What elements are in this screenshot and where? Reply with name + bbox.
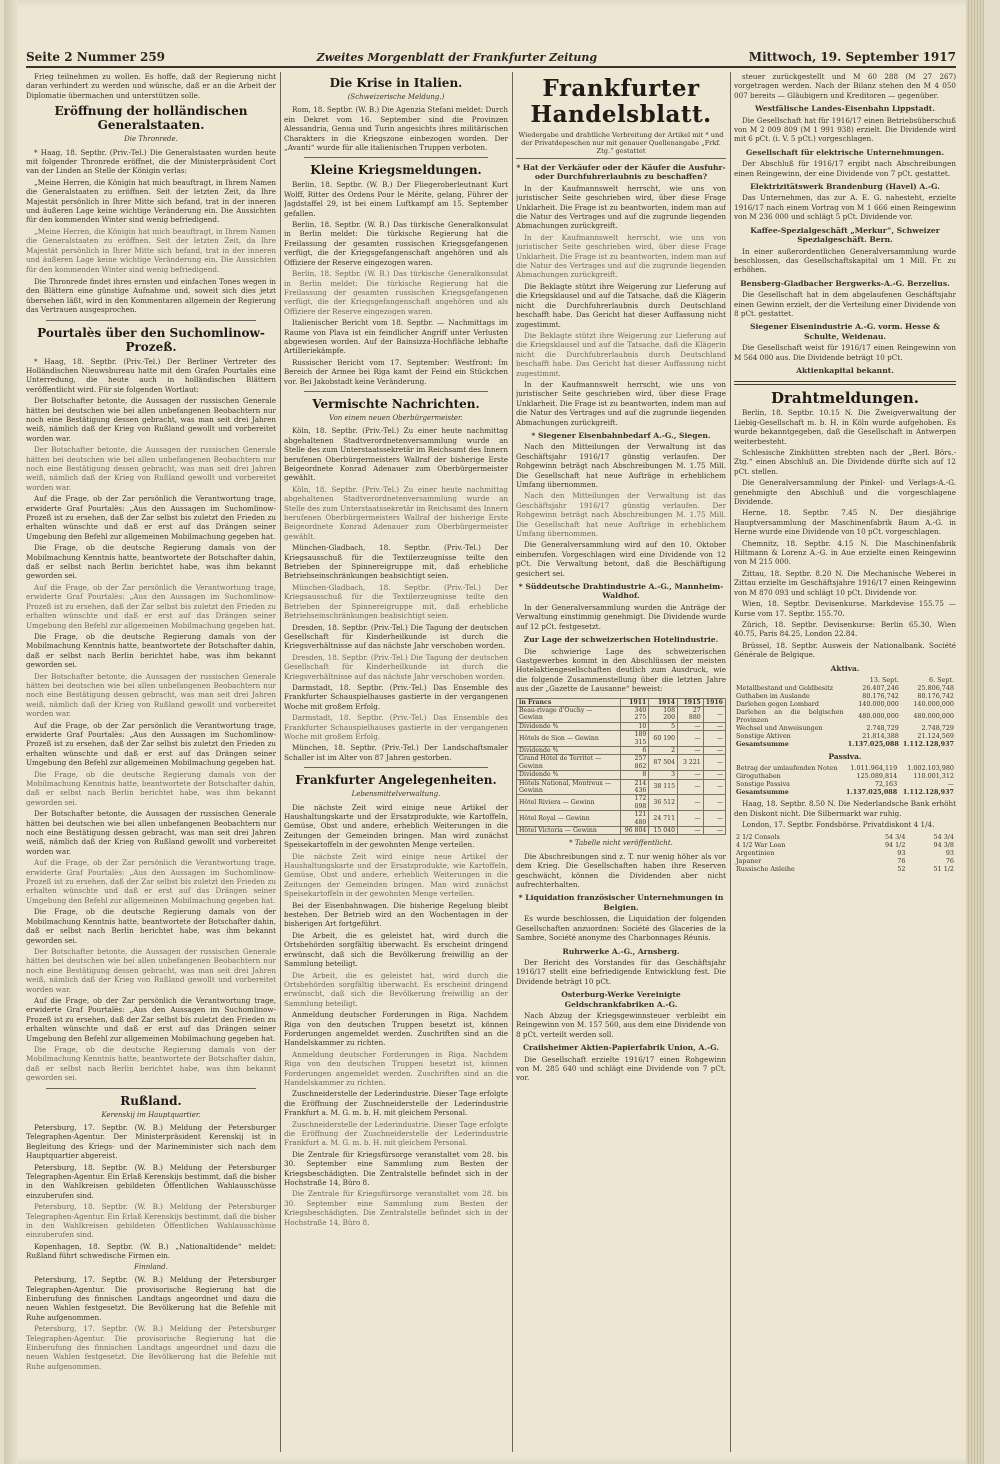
article-paragraph: Die Gesellschaft weist für 1916/17 einen Reingewinn von M 564 000 aus. Die Dividende beträgt 10 pCt. [734,343,956,362]
article-paragraph: Petersburg, 17. Septbr. (W. B.) Meldung der Petersburger Telegraphen-Agentur. Die provisorische Regierung hat die Einberufung des finnischen Landtags angeordnet und dazu die neuen Wahlen festgesetzt. Die Bevölkerung hat die Befehle mit Ruhe aufgenommen. [26,1275,276,1322]
table-row [517,706,726,722]
table-row [517,779,726,795]
table-row [517,722,726,730]
article-title: Elektrizitätswerk Brandenburg (Havel) A.-G. [750,182,940,192]
article-paragraph: Der Botschafter betonte, die Aussagen der russischen Generale hätten bei deutschen wie bei allen unbefangenen Beobachtern nur noch eine Bestätigung dessen gebracht, was man seit drei Jahren weiß, nämlich daß der Krieg von Rußland gewollt und vorbereitet worden war. [26,396,276,443]
article-paragraph: Die nächste Zeit wird einige neue Artikel der Haushaltungskarte und der Ersatzprodukte, wie Kartoffeln, Gemüse, Obst und andere, erheblich Weiterungen in die Zeitungen der Gemeinden bringen. Man wird zunächst Speisekartoffeln in der gewohnten Menge verteilen. [284,851,508,899]
table-cell: Darlehen gegen Lombard [736,699,819,708]
table-cell: Dividende % [517,771,621,779]
table-cell: Beau-rivage d'Ouchy — Gewinn [517,706,621,722]
article-paragraph: Bei der Eisenbahnwagen. Die bisherige Regelung bleibt bestehen. Der Betrieb wird an den Wochentagen in der bisherigen Art fortgeführt. [284,900,508,929]
table-cell: Hôtels National, Montreux — Gewinn [517,779,621,795]
table-cell: — [678,746,704,754]
market-quotes-table [734,833,956,873]
article-paragraph: Die schwierige Lage des schweizerischen Gastgewerbes kommt in den Abschlüssen der meisten Hotelaktiengesellschaften deutlich zum Ausdruck, wie die folgende Zusammenstellung über die letzten Jahre aus der „Gazette de Lausanne“ beweist: [516,646,726,694]
table-cell: 27 880 [678,706,704,722]
article-paragraph: Der Botschafter betonte, die Aussagen der russischen Generale hätten bei deutschen wie bei allen unbefangenen Beobachtern nur noch eine Bestätigung dessen gebracht, was man seit drei Jahren weiß, nämlich daß der Krieg von Rußland gewollt und vorbereitet worden war. [26,809,276,856]
article-paragraph: Die Generalversammlung wird auf den 10. Oktober einberufen. Vorgeschlagen wird eine Dividende von 12 pCt. Die Verwaltung betont, daß die Beschäftigung gesichert sei. [516,540,726,578]
dispatch: Chemnitz, 18. Septbr. 4.15 N. Die Maschinenfabrik Hiltmann & Lorenz A.-G. in Aue erzielte einen Reingewinn von M 215 000. [734,538,956,567]
article-paragraph: Petersburg, 18. Septbr. (W. B.) Meldung der Petersburger Telegraphen-Agentur. Ein Erlaß Kerenskijs bestimmt, daß die bisher in den Wahlkreisen gebildeten Öffentlichen Wahlausschüsse einzuberufen sind. [26,1162,276,1200]
table-row [517,755,726,771]
column-3 [516,72,726,1452]
table-row [734,708,956,724]
double-rule [734,381,956,385]
table-cell: 340 275 [620,706,649,722]
table-cell: 96 804 [620,827,649,835]
table-cell: 38 115 [649,779,678,795]
table-cell: 6 [620,746,649,754]
article-paragraph: Anmeldung deutscher Forderungen in Riga. Nachdem Riga von den deutschen Truppen besetzt ist, können Forderungen angemeldet werden. Zuschriften sind an die Handelskammer zu richten. [284,1010,508,1048]
masthead-title: Zweites Morgenblatt der Frankfurter Zeitung [316,51,598,64]
dispatch: Herne, 18. Septbr. 7.45 N. Der diesjährige Hauptversammlung der Maschinenfabrik Baum A.-G. in Herne wurde eine Dividende von 10 pCt. vorgeschlagen. [734,508,956,537]
table-cell: 1.137.025,088 [846,788,898,797]
article-paragraph: Es wurde beschlossen, die Liquidation der folgenden Gesellschaften anzuordnen: Société des Glaceries de la Sambre, Société anonyme des Charbonnages Réunis. [516,914,726,943]
hotel-results-table [516,698,726,836]
table-cell: 4 1/2 War Loan [736,840,786,849]
dispatch: Zürich, 18. Septbr. Devisenkurse: Berlin 65.30, Wien 40.75, Paris 84.25, London 22.84. [734,619,956,639]
balance-sheet-table [734,676,956,748]
table-cell: 5 [649,722,678,730]
article-title: Gesellschaft für elektrische Unternehmungen. [745,147,945,157]
table-cell: Sonstige Aktiven [736,731,791,740]
table-cell: 1.011.964,119 [850,764,898,773]
article-paragraph: In der Kaufmannswelt herrscht, wie uns von juristischer Seite geschrieben wird, über diese Frage Unklarheit. Die Frage ist zu beantworten, indem man auf die Natur des Vertrages und auf die zugrunde liegenden Abmachungen zurückgreift. [516,183,726,231]
subheadline: Finnland. [134,1262,168,1271]
article-paragraph: Die Frage, ob die deutsche Regierung damals von der Mobilmachung Kenntnis hatte, beantwortete der Botschafter dahin, daß er selbst nach Berlin berichtet habe, was ihm bekannt geworden sei. [26,631,276,670]
article-paragraph: Der Botschafter betonte, die Aussagen der russischen Generale hätten bei deutschen wie bei allen unbefangenen Beobachtern nur noch eine Bestätigung dessen gebracht, was man seit drei Jahren weiß, nämlich daß der Krieg von Rußland gewollt und vorbereitet worden war. [26,946,276,994]
article-title: Osterburg-Werke Vereinigte Geldschrankfabriken A.-G. [561,990,681,1009]
table-cell: Hôtel Victoria — Gewinn [517,827,621,835]
article-paragraph: Die Frage, ob die deutsche Regierung damals von der Mobilmachung Kenntnis hatte, beantwortete der Botschafter dahin, daß er selbst nach Berlin berichtet habe, was ihm bekannt geworden sei. [26,543,276,581]
column-rule [730,72,731,1452]
page-edge [966,0,984,1464]
article-paragraph: Petersburg, 18. Septbr. (W. B.) Meldung der Petersburger Telegraphen-Agentur. Ein Erlaß Kerenskijs bestimmt, daß die bisher in den Wahlkreisen gebildeten Öffentlichen Wahlausschüsse einzuberufen sind. [26,1202,276,1240]
table-cell: 108 200 [649,706,678,722]
table-cell: 94 3/8 [933,840,954,849]
table-row [517,795,726,811]
article-paragraph: „Meine Herren, die Königin hat mich beauftragt, in Ihrem Namen die Generalstaaten zu eröffnen. Seit der letzten Zeit, da Ihre Majestät persönlich in Ihrer Mitte sich befand, trat in der inneren und äußeren Lage keine wichtige Veränderung ein. Die Aussichten für den kommenden Winter sind wenig befriedigend. [26,177,276,225]
table-cell: 21.124,569 [917,731,954,740]
article-title: Siegener Eisenindustrie A.-G. vorm. Hesse & Schulte, Weidenau. [750,322,940,341]
table-cell: 3 [649,771,678,779]
article-title: * Siegener Eisenbahnbedarf A.-G., Siegen. [531,430,711,440]
table-cell: Metallbestand und Goldbesitz [736,683,834,692]
table-cell: 24 711 [649,811,678,827]
table-cell: — [678,827,704,835]
article-paragraph: Italienischer Bericht vom 18. Septbr. — Nachmittags im Raume von Plava ist ein feindlicher Angriff unter Verlusten abgewiesen worden. Auf der Bainsizza-Hochfläche lebhafte Artilleriekämpfe. [284,318,508,356]
table-row [734,841,956,849]
article-paragraph: Der Botschafter betonte, die Aussagen der russischen Generale hätten bei deutschen wie bei allen unbefangenen Beobachtern nur noch eine Bestätigung dessen gebracht, was man seit drei Jahren weiß, nämlich daß der Krieg von Rußland gewollt und vorbereitet worden war. [26,445,276,492]
reprint-notice: Wiedergabe und drahtliche Verbreitung der Artikel mit * und der Privatdepeschen nur mit genauer Quellenangabe „Frkf. Ztg.“ gestattet [516,131,726,159]
article-paragraph: Die Frage, ob die deutsche Regierung damals von der Mobilmachung Kenntnis hatte, beantwortete der Botschafter dahin, daß er selbst nach Berlin berichtet habe, was ihm bekannt geworden sei. [26,1044,276,1083]
article-paragraph: Die Zentrale für Kriegsfürsorge veranstaltet vom 28. bis 30. September eine Sammlung zum Besten der Kriegsbeschädigten. Die Zentralstelle befindet sich in der Hochstraße 14, Büro 8. [284,1149,508,1188]
table-cell: 80.176,742 [862,691,899,700]
article-paragraph: München, 18. Septbr. (Priv.-Tel.) Der Landschaftsmaler Schaller ist im Alter von 87 Jahren gestorben. [284,743,508,762]
article-paragraph: * Haag, 18. Septbr. (Priv.-Tel.) Der Berliner Vertreter des Holländischen Nieuwsbureau hatte mit dem Grafen Pourtalès eine Unterredung, die heute auch in holländischen Blättern veröffentlicht wird. Für sie folgenden Wortlaut: [26,356,276,394]
table-cell: Russische Anleihe [736,864,795,873]
article-paragraph: Die Beklagte stützt ihre Weigerung zur Lieferung auf die Kriegsklausel und auf die Tatsache, daß die Klägerin nicht die Durchfuhrerlaubnis durch Deutschland beschafft habe. Das Gericht hat dieser Auffassung nicht zugestimmt. [516,281,726,329]
article-paragraph: München-Gladbach, 18. Septbr. (Priv.-Tel.) Der Kriegsausschuß für die Textilerzeugnisse teilte den Betrieben der Spinnereigruppe mit, daß erhebliche Betriebseinschränkungen beabsichtigt seien. [284,543,508,581]
table-cell: — [703,779,725,795]
table-cell: 110.001,312 [913,772,954,781]
table-cell: 2.748,729 [921,723,954,732]
article-title: * Hat der Verkäufer oder der Käufer die Ausfuhr- oder Durchfuhrerlaubnis zu beschaffen? [516,163,726,182]
table-row [734,724,956,732]
article-paragraph: Zuschneiderstelle der Lederindustrie. Dieser Tage erfolgte die Eröffnung der Zuschneiderstelle der Lederindustrie Frankfurt a. M. G. m. b. H. mit gleichem Personal. [284,1119,508,1148]
table-cell: 189 315 [620,731,649,747]
table-cell: 1.137.025,088 [847,739,899,748]
table-row [734,740,956,748]
dispatch: Brüssel, 18. Septbr. Ausweis der Nationalbank. Société Générale de Belgique. [734,640,956,660]
article-paragraph: Die Beklagte stützt ihre Weigerung zur Lieferung auf die Kriegsklausel und auf die Tatsache, daß die Klägerin nicht die Durchfuhrerlaubnis durch Deutschland beschafft habe. Das Gericht hat dieser Auffassung nicht zugestimmt. [516,330,726,378]
article-title: Zur Lage der schweizerischen Hotelindustrie. [523,635,719,645]
article-paragraph: Darmstadt, 18. Septbr. (Priv.-Tel.) Das Ensemble des Frankfurter Schauspielhauses gastierte in der vergangenen Woche mit großem Erfolg. [284,713,508,741]
table-cell: — [703,706,725,722]
headline-pourtales: Pourtalès über den Suchomlinow-Prozeß. [37,325,265,354]
table-row [734,857,956,865]
article-paragraph: Die Frage, ob die deutsche Regierung damals von der Mobilmachung Kenntnis hatte, beantwortete der Botschafter dahin, daß er selbst nach Berlin berichtet habe, was ihm bekannt geworden sei. [26,769,276,807]
table-cell: Giroguthaben [736,772,781,781]
table-row [734,692,956,700]
table-cell: 2 1/2 Consols [736,832,780,841]
passiva-table [734,764,956,796]
table-cell: 2 [649,746,678,754]
table-cell: — [703,771,725,779]
table-row [734,865,956,873]
table-cell: — [678,771,704,779]
table-cell: 54 3/4 [884,832,906,841]
table-header-cell: 6. Sept. [929,675,954,684]
article-title: Kaffee-Spezialgeschäft „Merkur“, Schweizer Spezialgeschäft. Bern. [750,225,940,245]
article-paragraph: Auf die Frage, ob der Zar persönlich die Verantwortung trage, erwiderte Graf Pourtalès: „Aus den Aussagen im Suchomlinow-Prozeß ist zu ersehen, daß der Zar selbst bis zuletzt den Frieden zu erhalten wünschte und daß er erst auf das Drängen seiner Umgebung den Befehl zur allgemeinen Mobilmachung gegeben hat. [26,858,276,905]
dispatch: Wien, 18. Septbr. Devisenkurse. Markdevise 155.75 — Kurse vom 17. Septbr. 155.70. [734,599,956,618]
article-paragraph: Nach Abzug der Kriegsgewinnsteuer verbleibt ein Reingewinn von M. 157 560, aus dem eine Dividende von 8 pCt. verteilt werden soll. [516,1010,726,1039]
table-cell: — [678,779,704,795]
article-paragraph: Die nächste Zeit wird einige neue Artikel der Haushaltungskarte und der Ersatzprodukte, wie Kartoffeln, Gemüse, Obst und andere, erheblich Weiterungen in die Zeitungen der Gemeinden bringen. Man wird zunächst Speisekartoffeln in der gewohnten Menge verteilen. [284,802,508,850]
table-cell: 3 221 [678,755,704,771]
table-cell: — [678,795,704,811]
headline-krise-italien: Die Krise in Italien. [329,76,463,90]
table-cell: 76 [945,856,954,865]
article-paragraph: Frieg teilnehmen zu wollen. Es hoffe, daß der Regierung nicht daran verhindert zu werden und wünsche, daß er an die Arbeit der Diplomatie übermachen und unterstützen solle. [26,72,276,100]
article-paragraph: Der Abschluß für 1916/17 ergibt nach Abschreibungen einen Reingewinn, der eine Dividende von 7 pCt. gestattet. [734,159,956,178]
table-row [734,833,956,841]
table-header-row [517,698,726,706]
table-cell: 480.000,000 [913,711,954,720]
table-cell: — [703,827,725,835]
article-paragraph: Auf die Frage, ob der Zar persönlich die Verantwortung trage, erwiderte Graf Pourtalès: „Aus den Aussagen im Suchomlinow-Prozeß ist zu ersehen, daß der Zar selbst bis zuletzt den Frieden zu erhalten wünschte und daß er erst auf das Drängen seiner Umgebung den Befehl zur allgemeinen Mobilmachung gegeben hat. [26,494,276,541]
article-title: Westfälische Landes-Eisenbahn Lippstadt. [755,104,935,114]
article-paragraph: Berlin, 18. Septbr. (W. B.) Der Fliegeroberleutnant Kurt Wolff, Ritter des Ordens Pour le Mérite, gelang, Führer der Jagdstaffel 29, ist bei einem Luftkampf am 15. September gefallen. [284,180,508,218]
table-row [734,684,956,692]
table-cell: — [678,722,704,730]
article-paragraph: Nach den Mitteilungen der Verwaltung ist das Geschäftsjahr 1916/17 günstig verlaufen. Der Rohgewinn beträgt nach Abschreibungen M. 1.75 Mill. Die Gesellschaft hat neue Aufträge in erheblichem Umfang übernommen. [516,491,726,539]
table-cell: 10 [620,722,649,730]
table-cell: 87 504 [649,755,678,771]
table-cell: Hôtels de Sion — Gewinn [517,731,621,747]
article-paragraph: * Haag, 18. Septbr. (Priv.-Tel.) Die Generalstaaten wurden heute mit folgender Thronrede eröffnet, die der Ministerpräsident Cort van der Linden an Stelle der Königin verlas: [26,147,276,176]
article-paragraph: Auf die Frage, ob der Zar persönlich die Verantwortung trage, erwiderte Graf Pourtalès: „Aus den Aussagen im Suchomlinow-Prozeß ist zu ersehen, daß der Zar selbst bis zuletzt den Frieden zu erhalten wünschte und daß er erst auf das Drängen seiner Umgebung den Befehl zur allgemeinen Mobilmachung gegeben hat. [26,720,276,768]
table-cell: Gesamtsumme [736,739,789,748]
table-cell: Betrag der umlaufenden Noten [736,764,838,773]
dispatch: Schlesische Zinkhütten strebten nach der „Berl. Börs.-Ztg.“ einen Abschluß an. Die Dividende dürfte sich auf 12 pCt. stellen. [734,448,956,476]
article-paragraph: Die Zentrale für Kriegsfürsorge veranstaltet vom 28. bis 30. September eine Sammlung zum Besten der Kriegsbeschädigten. Die Zentralstelle befindet sich in der Hochstraße 14, Büro 8. [284,1189,508,1227]
article-title: Crailsheimer Aktien-Papierfabrik Union, A.-G. [523,1043,719,1053]
table-cell: 15 040 [649,827,678,835]
article-title: * Liquidation französischer Unternehmungen in Belgien. [518,893,724,912]
article-paragraph: Anmeldung deutscher Forderungen in Riga. Nachdem Riga von den deutschen Truppen besetzt ist, können Forderungen angemeldet werden. Zuschriften sind an die Handelskammer zu richten. [284,1049,508,1087]
article-paragraph: In einer außerordentlichen Generalversammlung wurde beschlossen, das Gesellschaftskapital um 1 Mill. Fr. zu erhöhen. [734,246,956,275]
table-cell: 21.814,388 [862,731,899,740]
table-cell: 60 190 [649,731,678,747]
table-cell: 93 [945,848,954,857]
dispatch: London, 17. Septbr. Fondsbörse. Privatdiskont 4 1/4. [742,820,935,830]
article-title: Ruhrwerke A.-G., Arnsberg. [562,946,680,956]
headline-handelsblatt: Frankfurter Handelsblatt. [530,75,712,128]
subheadline: (Schweizerische Meldung.) [347,93,445,101]
table-header-cell: in Francs [517,698,621,706]
subheadline: Kerenskij im Hauptquartier. [101,1110,201,1119]
table-row [517,771,726,779]
table-cell: 76 [897,856,906,865]
column-rule [280,72,281,1452]
table-cell: 51 1/2 [933,864,954,873]
table-cell: Hôtel Riviera — Gewinn [517,795,621,811]
headline-vermischte: Vermischte Nachrichten. [312,396,480,411]
balance-title: Aktiva. [830,663,860,673]
article-paragraph: Zuschneiderstelle der Lederindustrie. Dieser Tage erfolgte die Eröffnung der Zuschneiderstelle der Lederindustrie Frankfurt a. M. G. m. b. H. mit gleichem Personal. [284,1089,508,1118]
table-cell: — [703,795,725,811]
table-cell: 140.000,000 [913,699,954,708]
subheadline: Die Thronrede. [124,135,178,144]
table-row [517,746,726,754]
table-cell: 214 436 [620,779,649,795]
article-paragraph: Auf die Frage, ob der Zar persönlich die Verantwortung trage, erwiderte Graf Pourtalès: „Aus den Aussagen im Suchomlinow-Prozeß ist zu ersehen, daß der Zar selbst bis zuletzt den Frieden zu erhalten wünschte und daß er erst auf das Drängen seiner Umgebung den Befehl zur allgemeinen Mobilmachung gegeben hat. [26,582,276,630]
article-paragraph: Berlin, 18. Septbr. (W. B.) Das türkische Generalkonsulat in Berlin meldet: Die türkische Regierung hat die Freilassung der gesamten russischen Kriegsgefangenen verfügt, die der Kriegsgefangenschaft angehören und als Offiziere der Reserve eingezogen waren. [284,269,508,316]
article-paragraph: Die Arbeit, die es geleistet hat, wird durch die Ortsbehörden sorgfältig überwacht. Es erscheint dringend erwünscht, daß sich die Bevölkerung freiwillig an der Sammlung beteiligt. [284,970,508,1008]
table-cell: 26.407,246 [862,683,899,692]
table-row [517,827,726,835]
table-row [734,849,956,857]
article-paragraph: Die Thronrede findet ihres ernsten und einfachen Tones wegen in den Blättern eine günstige Aufnahme und, soweit sich dies jetzt übersehen läßt, wird in den Kommentaren allgemein der Regierung das Vertrauen ausgesprochen. [26,276,276,315]
table-cell: 1.112.128,937 [902,788,954,797]
article-paragraph: Dresden, 18. Septbr. (Priv.-Tel.) Die Tagung der deutschen Gesellschaft für Kinderheilkunde ist durch die Kriegsverhältnisse auf das nächste Jahr verschoben worden. [284,622,508,651]
article-paragraph: Darmstadt, 18. Septbr. (Priv.-Tel.) Das Ensemble des Frankfurter Schauspielhauses gastierte in der vergangenen Woche mit großem Erfolg. [284,682,508,711]
headline-kriegsmeldungen: Kleine Kriegsmeldungen. [310,163,482,178]
article-paragraph: Kopenhagen, 18. Septbr. (W. B.) „Nationaltidende“ meldet: Rußland führt schwedische Firmen ein. [26,1241,276,1261]
table-row [734,764,956,772]
table-row [734,732,956,740]
table-cell: — [703,746,725,754]
article-paragraph: Nach den Mitteilungen der Verwaltung ist das Geschäftsjahr 1916/17 günstig verlaufen. Der Rohgewinn beträgt nach Abschreibungen M. 1.75 Mill. Die Gesellschaft hat neue Aufträge in erheblichem Umfang übernommen. [516,442,726,489]
article-paragraph: Die Gesellschaft hat für 1916/17 einen Betriebsüberschuß von M 2 009 809 (M 1 991 938) erzielt. Die Dividende wird mit 6 pCt. (i. V. 5 pCt.) vorgeschlagen. [734,115,956,144]
table-cell: 25.806,748 [917,683,954,692]
article-paragraph: In der Generalversammlung wurden die Anträge der Verwaltung einstimmig genehmigt. Die Dividende wurde auf 12 pCt. festgesetzt. [516,602,726,631]
table-header-cell: 1911 [620,698,649,706]
table-cell: Hôtel Royal — Gewinn [517,811,621,827]
column-1 [26,72,276,1452]
dispatch: Zittau, 18. Septbr. 8.20 N. Die Mechanische Weberei in Zittau erzielte im Geschäftsjahre 1916/17 einen Reingewinn von M 870 093 und schlägt 10 pCt. Dividende vor. [734,568,956,597]
headline-drahtmeldungen: Drahtmeldungen. [770,389,920,408]
article-paragraph: Petersburg, 17. Septbr. (W. B.) Meldung der Petersburger Telegraphen-Agentur. Der Ministerpräsident Kerenskij ist in Begleitung des Kriegs- und der Marineminister sich nach dem Hauptquartier abgereist. [26,1123,276,1161]
article-paragraph: In der Kaufmannswelt herrscht, wie uns von juristischer Seite geschrieben wird, über diese Frage Unklarheit. Die Frage ist zu beantworten, indem man auf die Natur des Vertrages und auf die zugrunde liegenden Abmachungen zurückgreift. [516,379,726,427]
table-cell: 480.000,000 [858,711,899,720]
column-2 [284,72,508,1452]
subheadline: Von einem neuen Oberbürgermeister. [329,413,463,422]
headline-russland: Rußland. [120,1093,182,1108]
table-cell: — [703,755,725,771]
table-cell: 93 [897,848,906,857]
newspaper-page [4,0,984,1464]
column-4 [734,72,956,1452]
table-cell: Gesamtsumme [736,788,789,797]
divider [304,767,488,768]
table-footnote: * Tabelle nicht veröffentlicht. [569,839,673,848]
article-paragraph: Dresden, 18. Septbr. (Priv.-Tel.) Die Tagung der deutschen Gesellschaft für Kinderheilkunde ist durch die Kriegsverhältnisse auf das nächste Jahr verschoben worden. [284,652,508,681]
table-cell: — [947,780,954,789]
subheadline: Lebensmittelverwaltung. [351,790,441,799]
table-cell: 140.000,000 [858,699,899,708]
article-paragraph: In der Kaufmannswelt herrscht, wie uns von juristischer Seite geschrieben wird, über diese Frage Unklarheit. Die Frage ist zu beantworten, indem man auf die Natur des Vertrages und auf die zugrunde liegenden Abmachungen zurückgreift. [516,232,726,280]
table-cell: 257 862 [620,755,649,771]
table-cell: Wechsel und Anweisungen [736,723,823,732]
headline-frankfurter-angelegenheiten: Frankfurter Angelegenheiten. [295,773,497,788]
table-cell: — [703,811,725,827]
article-paragraph: Der Botschafter betonte, die Aussagen der russischen Generale hätten bei deutschen wie bei allen unbefangenen Beobachtern nur noch eine Bestätigung dessen gebracht, was man seit drei Jahren weiß, nämlich daß der Krieg von Rußland gewollt und vorbereitet worden war. [26,671,276,719]
article-title: Bensberg-Gladbacher Bergwerks-A.-G. Berzelius. [740,278,950,288]
table-row [734,700,956,708]
article-paragraph: Die Gesellschaft hat in dem abgelaufenen Geschäftsjahr einen Gewinn erzielt, der die Verteilung einer Dividende von 8 pCt. gestattet. [734,290,956,318]
article-paragraph: Die Abschreibungen sind z. T. nur wenig höher als vor dem Krieg. Die Gesellschaften haben ihre Reserven geschwächt, können die Dividenden aber nicht aufrechterhalten. [516,851,726,890]
article-paragraph: Köln, 18. Septbr. (Priv.-Tel.) Zu einer heute nachmittag abgehaltenen Stadtverordnetenversammlung wurde an Stelle des zum Unterstaatssekretär im Reichsamt des Innern berufenen Oberbürgermeisters Wallraf der bisherige Erste Beigeordnete Konrad Adenauer zum Oberbürgermeister gewählt. [284,484,508,541]
article-title: * Süddeutsche Drahtindustrie A.-G., Mannheim-Waldhof. [518,582,724,601]
table-cell: 121 480 [620,811,649,827]
table-header-cell: 1916 [703,698,725,706]
article-paragraph: Die Frage, ob die deutsche Regierung damals von der Mobilmachung Kenntnis hatte, beantwortete der Botschafter dahin, daß er selbst nach Berlin berichtet habe, was ihm bekannt geworden sei. [26,907,276,945]
table-cell: Japaner [736,856,762,865]
table-row [517,811,726,827]
table-cell: — [703,722,725,730]
article-paragraph: steuer zurückgestellt und M 60 288 (M 27 267) vorgetragen werden. Nach der Bilanz stehen den M 4 050 007 bereits — Gläubigern und Kreditoren — gegenüber. [734,72,956,100]
passiva-title: Passiva. [828,751,862,761]
table-cell: 1.002.103,980 [907,764,954,773]
table-cell: 72,163 [874,780,898,789]
dispatch: Die Generalversammlung der Pinkel- und Verlags-A.-G. genehmigte den Abschluß und die vorgeschlagene Dividende. [734,478,956,507]
table-row [734,772,956,780]
article-paragraph: Der Bericht des Vorstandes für das Geschäftsjahr 1916/17 stellt eine befriedigende Entwicklung fest. Die Dividende beträgt 10 pCt. [516,957,726,986]
article-paragraph: Rom, 18. Septbr. (W. B.) Die Agenzia Stefani meldet: Durch ein Dekret vom 16. September sind die Provinzen Alessandria, Genua und Turin angesichts ihres militärischen Charakters in die Kriegszone einbezogen worden. Der „Avanti“ wurde für alle italienischen Truppen verboten. [284,105,508,153]
divider [304,391,488,392]
masthead [26,46,956,68]
article-paragraph: Die Arbeit, die es geleistet hat, wird durch die Ortsbehörden sorgfältig überwacht. Es erscheint dringend erwünscht, daß sich die Bevölkerung freiwillig an der Sammlung beteiligt. [284,930,508,969]
table-row [734,780,956,788]
table-cell: — [678,811,704,827]
dispatch: Haag, 18. Septbr. 8.50 N. Die Nederlandsche Bank erhöht den Diskont nicht. Die Silbermarkt war ruhig. [734,799,956,818]
table-header-cell: 1915 [678,698,704,706]
headline-generalstaaten: Eröffnung der holländischen Generalstaaten. [54,104,248,133]
table-cell: 8 [620,771,649,779]
divider [46,1088,256,1089]
table-header-cell: 13. Sept. [869,675,899,684]
table-cell: Dividende % [517,722,621,730]
masthead-date: Mittwoch, 19. September 1917 [748,50,956,64]
divider [46,320,256,321]
table-cell: Sonstige Passiva [736,780,790,789]
table-cell: Darlehen an die belgischen Provinzen [736,707,844,724]
table-cell: 1.112.128,937 [902,739,954,748]
article-paragraph: Köln, 18. Septbr. (Priv.-Tel.) Zu einer heute nachmittag abgehaltenen Stadtverordnetenversammlung wurde an Stelle des zum Unterstaatssekretär im Reichsamt des Innern berufenen Oberbürgermeisters Wallraf der bisherige Erste Beigeordnete Konrad Adenauer zum Oberbürgermeister gewählt. [284,426,508,483]
table-cell: 172 098 [620,795,649,811]
table-cell: Dividende % [517,746,621,754]
page-binding [4,0,18,1464]
table-cell: 52 [897,864,906,873]
table-cell: Argentinien [736,848,775,857]
column-rule [512,72,513,1452]
table-cell: 54 3/4 [933,832,954,841]
table-cell: — [678,731,704,747]
table-cell: Guthaben im Auslande [736,691,810,700]
table-row [517,731,726,747]
article-paragraph: Petersburg, 17. Septbr. (W. B.) Meldung der Petersburger Telegraphen-Agentur. Die provisorische Regierung hat die Einberufung des finnischen Landtags angeordnet und dazu die neuen Wahlen festgesetzt. Die Bevölkerung hat die Befehle mit Ruhe aufgenommen. [26,1324,276,1371]
masthead-page-number: Seite 2 Nummer 259 [26,50,166,64]
divider [304,157,488,158]
table-header-cell: 1914 [649,698,678,706]
table-cell: — [703,731,725,747]
table-row [734,788,956,796]
table-cell: Grand Hôtel de Territet — Gewinn [517,755,621,771]
table-cell: 2.748,729 [866,723,899,732]
article-paragraph: München-Gladbach, 18. Septbr. (Priv.-Tel.) Der Kriegsausschuß für die Textilerzeugnisse teilte den Betrieben der Spinnereigruppe mit, daß erhebliche Betriebseinschränkungen beabsichtigt seien. [284,582,508,621]
article-paragraph: Berlin, 18. Septbr. (W. B.) Das türkische Generalkonsulat in Berlin meldet: Die türkische Regierung hat die Freilassung der gesamten russischen Kriegsgefangenen verfügt, die der Kriegsgefangenschaft angehören und als Offiziere der Reserve eingezogen waren. [284,220,508,267]
article-paragraph: Auf die Frage, ob der Zar persönlich die Verantwortung trage, erwiderte Graf Pourtalès: „Aus den Aussagen im Suchomlinow-Prozeß ist zu ersehen, daß der Zar selbst bis zuletzt den Frieden zu erhalten wünschte und daß er erst auf das Drängen seiner Umgebung den Befehl zur allgemeinen Mobilmachung gegeben hat. [26,995,276,1043]
article-paragraph: „Meine Herren, die Königin hat mich beauftragt, in Ihrem Namen die Generalstaaten zu eröffnen. Seit der letzten Zeit, da Ihre Majestät persönlich in Ihrer Mitte sich befand, trat in der inneren und äußeren Lage keine wichtige Veränderung ein. Die Aussichten für den kommenden Winter sind wenig befriedigend. [26,226,276,274]
table-cell: 36 512 [649,795,678,811]
table-cell: 125.089,814 [856,772,898,781]
table-cell: 80.176,742 [917,691,954,700]
table-cell: 94 1/2 [884,840,906,849]
article-paragraph: Die Gesellschaft erzielte 1916/17 einen Rohgewinn von M. 285 640 und schlägt eine Dividende von 7 pCt. vor. [516,1054,726,1083]
article-paragraph: Das Unternehmen, das zur A. E. G. nahesteht, erzielte 1916/17 nach einem Vortrag von M 1 666 einen Reingewinn von M 236 000 und schlägt 5 pCt. Dividende vor. [734,193,956,222]
article-title: Aktienkapital bekannt. [796,365,894,375]
table-header-row [734,676,956,684]
dispatch: Berlin, 18. Septbr. 10.15 N. Die Zweigverwaltung der Liebig-Gesellschaft m. b. H. in Köln wurde aufgehoben. Es wurde bekanntgegeben, daß die Gesellschaft in Antwerpen weiterbesteht. [734,408,956,446]
article-paragraph: Russischer Bericht vom 17. September: Westfront: Im Bereich der Armee bei Riga kamt der Feind ein Stückchen vor. Bei Jakobstadt keine Veränderung. [284,357,508,386]
